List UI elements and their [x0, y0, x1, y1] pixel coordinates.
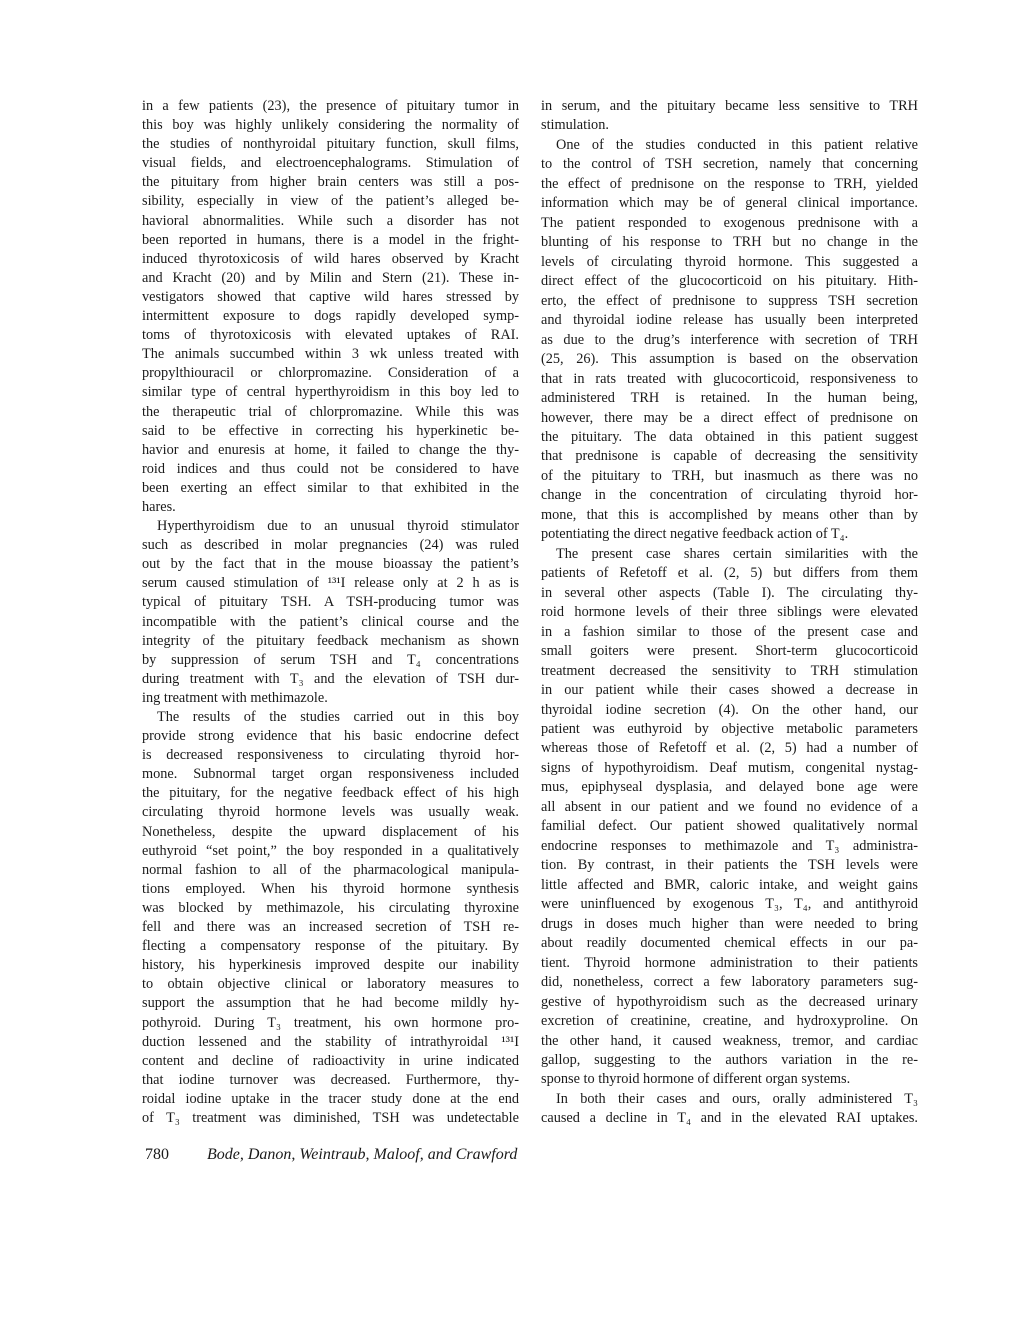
text-line: provide strong evidence that his basic endocrine defect	[142, 728, 519, 745]
text-line: was blocked by methimazole, his circulating thyroxine	[142, 899, 519, 916]
text-line: patient was euthyroid by objective metabolic parameters	[541, 721, 918, 737]
text-line: familial defect. Our patient showed qualitatively normal	[541, 818, 918, 835]
text-line: the pituitary, for the negative feedback effect of his high	[142, 785, 519, 802]
text-line: levels of circulating thyroid hormone. This suggested a	[541, 253, 918, 270]
text-line: mus, epiphyseal dysplasia, and delayed bone age were	[541, 779, 918, 796]
text-line: signs of hypothyroidism. Deaf mutism, congenital nystag-	[541, 759, 918, 776]
text-line: about readily documented chemical effects in our pa-	[541, 935, 918, 952]
text-line: The present case shares certain similarities with the	[556, 545, 918, 562]
text-line: endocrine responses to methimazole and T₃ administra-	[541, 837, 918, 854]
text-line: and Kracht (20) and by Milin and Stern (21). These in-	[142, 269, 519, 286]
text-line: said to be effective in correcting his hyperkinetic be-	[142, 422, 519, 439]
text-line: support the assumption that he had become mildly hy-	[142, 995, 519, 1012]
text-line: in several other aspects (Table I). The circulating thy-	[541, 584, 918, 601]
paragraph	[541, 1090, 918, 1129]
text-line: drugs in doses much higher than were needed to bring	[541, 915, 918, 932]
text-line: did, nonetheless, correct a few laboratory parameters sug-	[541, 974, 918, 991]
page-footer	[145, 1146, 517, 1164]
text-line: erto, the effect of prednisone to suppress TSH secretion	[541, 292, 918, 309]
text-line: small goiters were present. Short-term glucocorticoid	[541, 643, 918, 660]
text-line: potentiating the direct negative feedback action of T₄.	[541, 526, 849, 543]
text-line: toms of thyrotoxicosis with elevated uptakes of RAI.	[142, 327, 519, 344]
text-line: patients of Refetoff et al. (2, 5) but differs from them	[541, 565, 918, 582]
text-line: vestigators showed that captive wild hares stressed by	[142, 288, 519, 305]
text-line: treatment decreased the sensitivity to TRH stimulation	[541, 662, 918, 679]
text-line: blunting of his response to TRH but no change in the	[541, 234, 918, 251]
text-line: tion. By contrast, in their patients the TSH levels were	[541, 857, 918, 874]
text-line: thyroidal iodine secretion (4). On the other hand, our	[541, 701, 918, 718]
text-line: pothyroid. During T₃ treatment, his own hormone pro-	[142, 1014, 519, 1031]
running-authors: Bode, Danon, Weintraub, Maloof, and Crawford	[207, 1146, 518, 1163]
text-line: mone. Subnormal target organ responsiveness included	[142, 766, 519, 783]
text-line: the therapeutic trial of chlorpromazine. While this was	[142, 403, 519, 420]
text-line: and thyroidal iodine release has usually been interpreted	[541, 312, 918, 329]
text-line: been reported in humans, there is a model in the fright-	[142, 231, 519, 248]
text-line: during treatment with T₃ and the elevation of TSH dur-	[142, 670, 519, 687]
text-line: similar type of central hyperthyroidism in this boy led to	[142, 384, 519, 401]
text-line: roidal iodine uptake in the tracer study done at the end	[142, 1090, 519, 1107]
text-line: little affected and BMR, caloric intake, and weight gains	[541, 876, 918, 893]
text-line: direct effect of the glucocorticoid on his pituitary. Hith-	[541, 273, 918, 290]
text-line: serum caused stimulation of ¹³¹I release only at 2 h as is	[142, 575, 519, 592]
text-line: propylthiouracil or chlorpromazine. Consideration of a	[142, 365, 519, 382]
page-number: 780	[145, 1146, 169, 1163]
text-line: roid indices and thus could not be considered to have	[142, 460, 519, 477]
text-line: the other hand, it caused weakness, tremor, and cardiac	[541, 1032, 918, 1049]
text-line: The animals succumbed within 3 wk unless treated with	[142, 346, 519, 363]
text-line: typical of pituitary TSH. A TSH-producing tumor was	[142, 594, 519, 611]
text-line: sponse to thyroid hormone of different organ systems.	[541, 1071, 851, 1088]
paragraph	[541, 97, 918, 136]
paragraph	[142, 708, 519, 1128]
text-line: intermittent exposure to dogs rapidly developed symp-	[142, 308, 519, 325]
text-line: however, there may be a direct effect of prednisone on	[541, 409, 918, 426]
text-line: One of the studies conducted in this patient relative	[556, 136, 918, 153]
text-line: roid hormone levels of their three siblings were elevated	[541, 604, 918, 621]
text-line: such as described in molar pregnancies (24) was ruled	[142, 537, 519, 554]
text-line: by suppression of serum TSH and T₄ concentrations	[142, 651, 519, 668]
paragraph	[142, 517, 519, 708]
text-line: in our patient while their cases showed a decrease in	[541, 682, 918, 699]
text-line: to obtain objective clinical or laboratory measures to	[142, 976, 519, 993]
text-line: change in the concentration of circulating thyroid hor-	[541, 487, 918, 504]
text-line: sibility, especially in view of the patient’s alleged be-	[142, 193, 519, 210]
text-line: information which may be of general clinical importance.	[541, 195, 918, 212]
text-line: Nonetheless, despite the upward displacement of his	[142, 823, 519, 840]
text-line: of the pituitary to TRH, but inasmuch as there was no	[541, 467, 918, 484]
text-line: stimulation.	[541, 117, 609, 134]
text-line: all absent in our patient and we found no evidence of a	[541, 798, 918, 815]
text-line: integrity of the pituitary feedback mechanism as shown	[142, 632, 519, 649]
text-line: ing treatment with methimazole.	[142, 689, 328, 706]
text-line: this boy was highly unlikely considering the normality of	[142, 117, 519, 134]
text-line: visual fields, and electroencephalograms. Stimulation of	[142, 155, 519, 172]
text-line: out by the fact that in the mouse bioassay the patient’s	[142, 556, 519, 573]
text-line: normal fashion to all of the pharmacological manipula-	[142, 861, 519, 878]
text-line: excretion of creatinine, creatine, and hydroxyproline. On	[541, 1013, 918, 1030]
text-line: that prednisone is capable of decreasing the sensitivity	[541, 448, 918, 465]
text-line: havior and enuresis at home, it failed to change the thy-	[142, 441, 519, 458]
text-line: gestive of hypothyroidism such as the decreased urinary	[541, 993, 918, 1010]
text-line: havioral abnormalities. While such a disorder has not	[142, 212, 519, 229]
left-column	[142, 97, 519, 1128]
text-line: tient. Thyroid hormone administration to their patients	[541, 954, 918, 971]
text-line: is decreased responsiveness to circulating thyroid hor-	[142, 747, 519, 764]
text-line: the pituitary. The data obtained in this patient suggest	[541, 428, 918, 445]
text-line: the studies of nonthyroidal pituitary function, skull films,	[142, 136, 519, 153]
text-line: the pituitary from higher brain centers was still a pos-	[142, 174, 519, 191]
text-line: euthyroid “set point,” the boy responded in a qualitatively	[142, 842, 519, 859]
text-line: gallop, suggesting to the authors variation in the re-	[541, 1051, 918, 1068]
text-line: flecting a compensatory response of the pituitary. By	[142, 938, 519, 955]
text-line: in serum, and the pituitary became less sensitive to TRH	[541, 98, 918, 114]
text-line: hares.	[142, 498, 176, 515]
text-line: the effect of prednisone on the response to TRH, yielded	[541, 175, 918, 192]
text-line: Hyperthyroidism due to an unusual thyroid stimulator	[157, 518, 519, 535]
text-line: whereas those of Refetoff et al. (2, 5) had a number of	[541, 740, 918, 757]
text-line: in a fashion similar to those of the present case and	[541, 623, 918, 640]
text-line: been exerting an effect similar to that exhibited in the	[142, 479, 519, 496]
text-line: The results of the studies carried out in this boy	[157, 709, 519, 725]
text-line: tions employed. When his thyroid hormone synthesis	[142, 880, 519, 897]
paragraph	[541, 545, 918, 1090]
text-line: that in rats treated with glucocorticoid, responsiveness to	[541, 370, 918, 387]
text-line: The patient responded to exogenous prednisone with a	[541, 214, 918, 231]
text-line: mone, that this is accomplished by means other than by	[541, 506, 918, 523]
paragraph	[142, 97, 519, 517]
text-line: in a few patients (23), the presence of pituitary tumor in	[142, 98, 519, 114]
text-line: content and decline of radioactivity in urine indicated	[142, 1052, 519, 1069]
text-line: were uninfluenced by exogenous T₃, T₄, and antithyroid	[541, 896, 918, 913]
text-line: history, his hyperkinesis improved despite our inability	[142, 957, 519, 974]
text-line: (25, 26). This assumption is based on the observation	[541, 351, 918, 368]
text-line: duction lessened and the stability of intrathyroidal ¹³¹I	[142, 1033, 519, 1050]
text-line: circulating thyroid hormone levels was usually weak.	[142, 804, 519, 821]
text-line: of T₃ treatment was diminished, TSH was undetectable	[142, 1109, 519, 1126]
text-line: that iodine turnover was decreased. Furthermore, thy-	[142, 1071, 519, 1088]
text-line: induced thyrotoxicosis of wild hares observed by Kracht	[142, 250, 519, 267]
text-line: as due to the drug’s interference with secretion of TRH	[541, 331, 918, 348]
text-line: administered TRH is retained. In the human being,	[541, 390, 918, 407]
text-line: In both their cases and ours, orally administered T₃	[556, 1090, 918, 1107]
text-line: incompatible with the patient’s clinical course and the	[142, 613, 519, 630]
text-line: caused a decline in T₄ and in the elevated RAI uptakes.	[541, 1110, 918, 1127]
right-column	[541, 97, 918, 1129]
text-line: to the control of TSH secretion, namely that concerning	[541, 156, 918, 173]
text-line: fell and there was an increased secretion of TSH re-	[142, 919, 519, 936]
paragraph	[541, 136, 918, 545]
